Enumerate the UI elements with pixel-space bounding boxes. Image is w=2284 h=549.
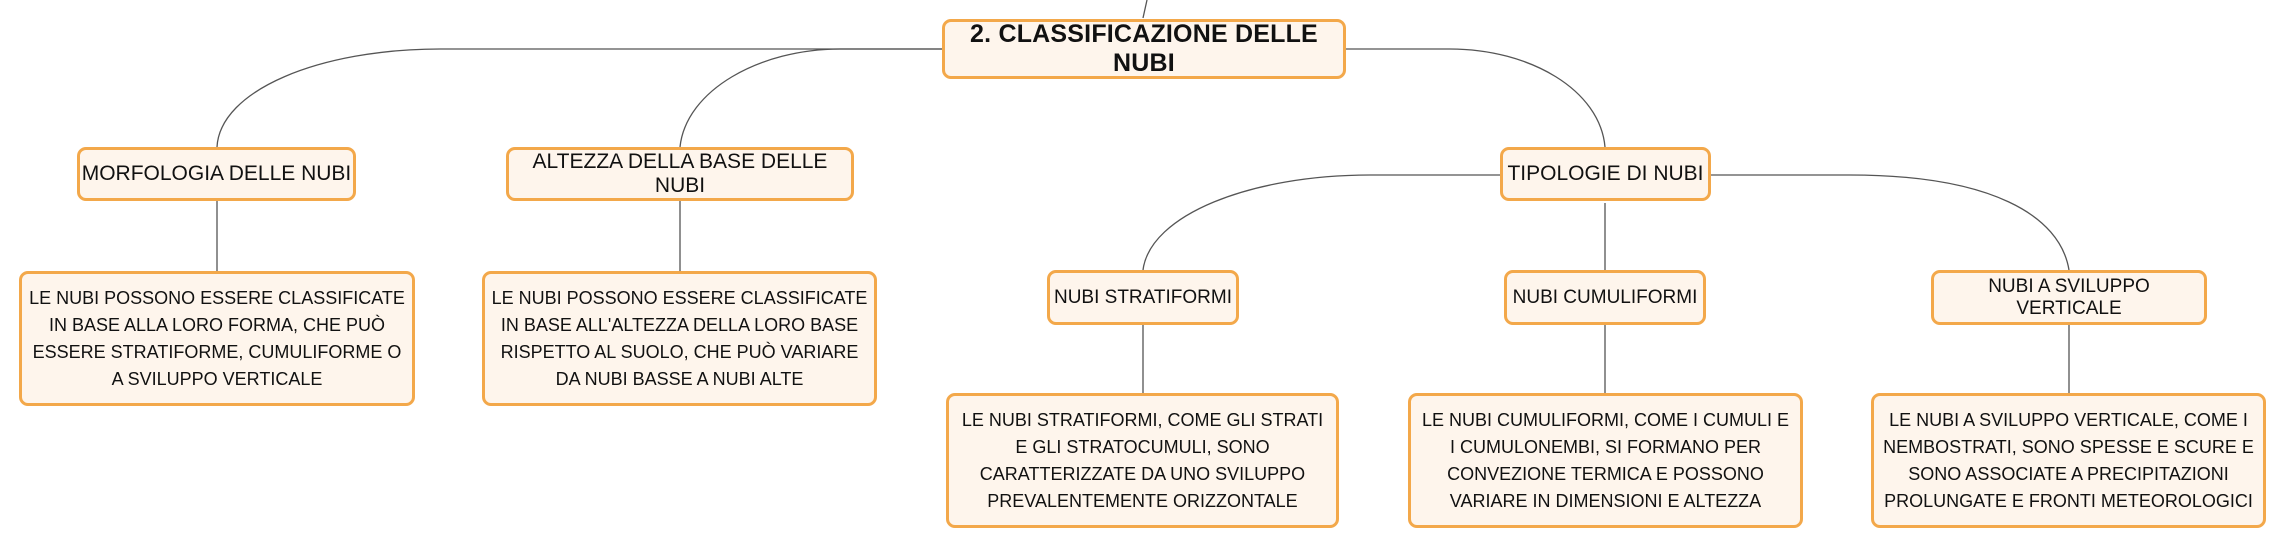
connector-root-parent xyxy=(1143,0,1147,18)
note-stratiformi[interactable] xyxy=(946,393,1339,528)
subtopic-cumuliformi[interactable] xyxy=(1504,270,1706,325)
note-altezza[interactable] xyxy=(482,271,877,406)
note-verticale[interactable] xyxy=(1871,393,2266,528)
connector-tipologie-stratiformi xyxy=(1143,175,1500,270)
connector-root-morfologia xyxy=(217,49,942,147)
note-cumuliformi-text: LE NUBI CUMULIFORMI, COME I CUMULI E I CUMULONEMBI, SI FORMANO PER CONVEZIONE TERMICA E POSSONO VARIARE IN DIMENSIONI E ALTEZZA xyxy=(1421,409,1790,511)
topic-morfologia[interactable] xyxy=(77,147,356,201)
subtopic-cumuliformi-label: NUBI CUMULIFORMI xyxy=(1512,286,1698,308)
note-altezza-text: LE NUBI POSSONO ESSERE CLASSIFICATE IN BASE ALL'ALTEZZA DELLA LORO BASE RISPETTO AL SUOLO, CHE PUÒ VARIARE DA NUBI BASSE A NUBI ALTE xyxy=(491,287,868,389)
topic-altezza-label: ALTEZZA DELLA BASE DELLE NUBI xyxy=(532,150,828,197)
root-topic[interactable] xyxy=(942,19,1346,79)
connector-root-altezza xyxy=(680,49,942,147)
topic-tipologie-label: TIPOLOGIE DI NUBI xyxy=(1507,162,1704,185)
topic-altezza[interactable] xyxy=(506,147,854,201)
note-morfologia-text: LE NUBI POSSONO ESSERE CLASSIFICATE IN BASE ALLA LORO FORMA, CHE PUÒ ESSERE STRATIFORME, CUMULIFORME O A SVILUPPO VERTICALE xyxy=(29,287,405,389)
note-stratiformi-text: LE NUBI STRATIFORMI, COME GLI STRATI E GLI STRATOCUMULI, SONO CARATTERIZZATE DA UNO SVILUPPO PREVALENTEMENTE ORIZZONTALE xyxy=(961,409,1324,511)
topic-morfologia-label: MORFOLOGIA DELLE NUBI xyxy=(81,162,352,185)
subtopic-verticale[interactable] xyxy=(1931,270,2207,325)
note-verticale-text: LE NUBI A SVILUPPO VERTICALE, COME I NEMBOSTRATI, SONO SPESSE E SCURE E SONO ASSOCIATE A PRECIPITAZIONI PROLUNGATE E FRONTI METEOROLOGICI xyxy=(1883,409,2254,511)
subtopic-stratiformi-label: NUBI STRATIFORMI xyxy=(1053,286,1233,308)
connector-tipologie-verticale xyxy=(1711,175,2069,270)
note-cumuliformi[interactable] xyxy=(1408,393,1803,528)
subtopic-verticale-label: NUBI A SVILUPPO VERTICALE xyxy=(1988,275,2150,319)
note-morfologia[interactable] xyxy=(19,271,415,406)
subtopic-stratiformi[interactable] xyxy=(1047,270,1239,325)
root-topic-label: 2. CLASSIFICAZIONE DELLE NUBI xyxy=(970,20,1318,77)
connector-root-tipologie xyxy=(1346,49,1605,147)
topic-tipologie[interactable] xyxy=(1500,147,1711,201)
